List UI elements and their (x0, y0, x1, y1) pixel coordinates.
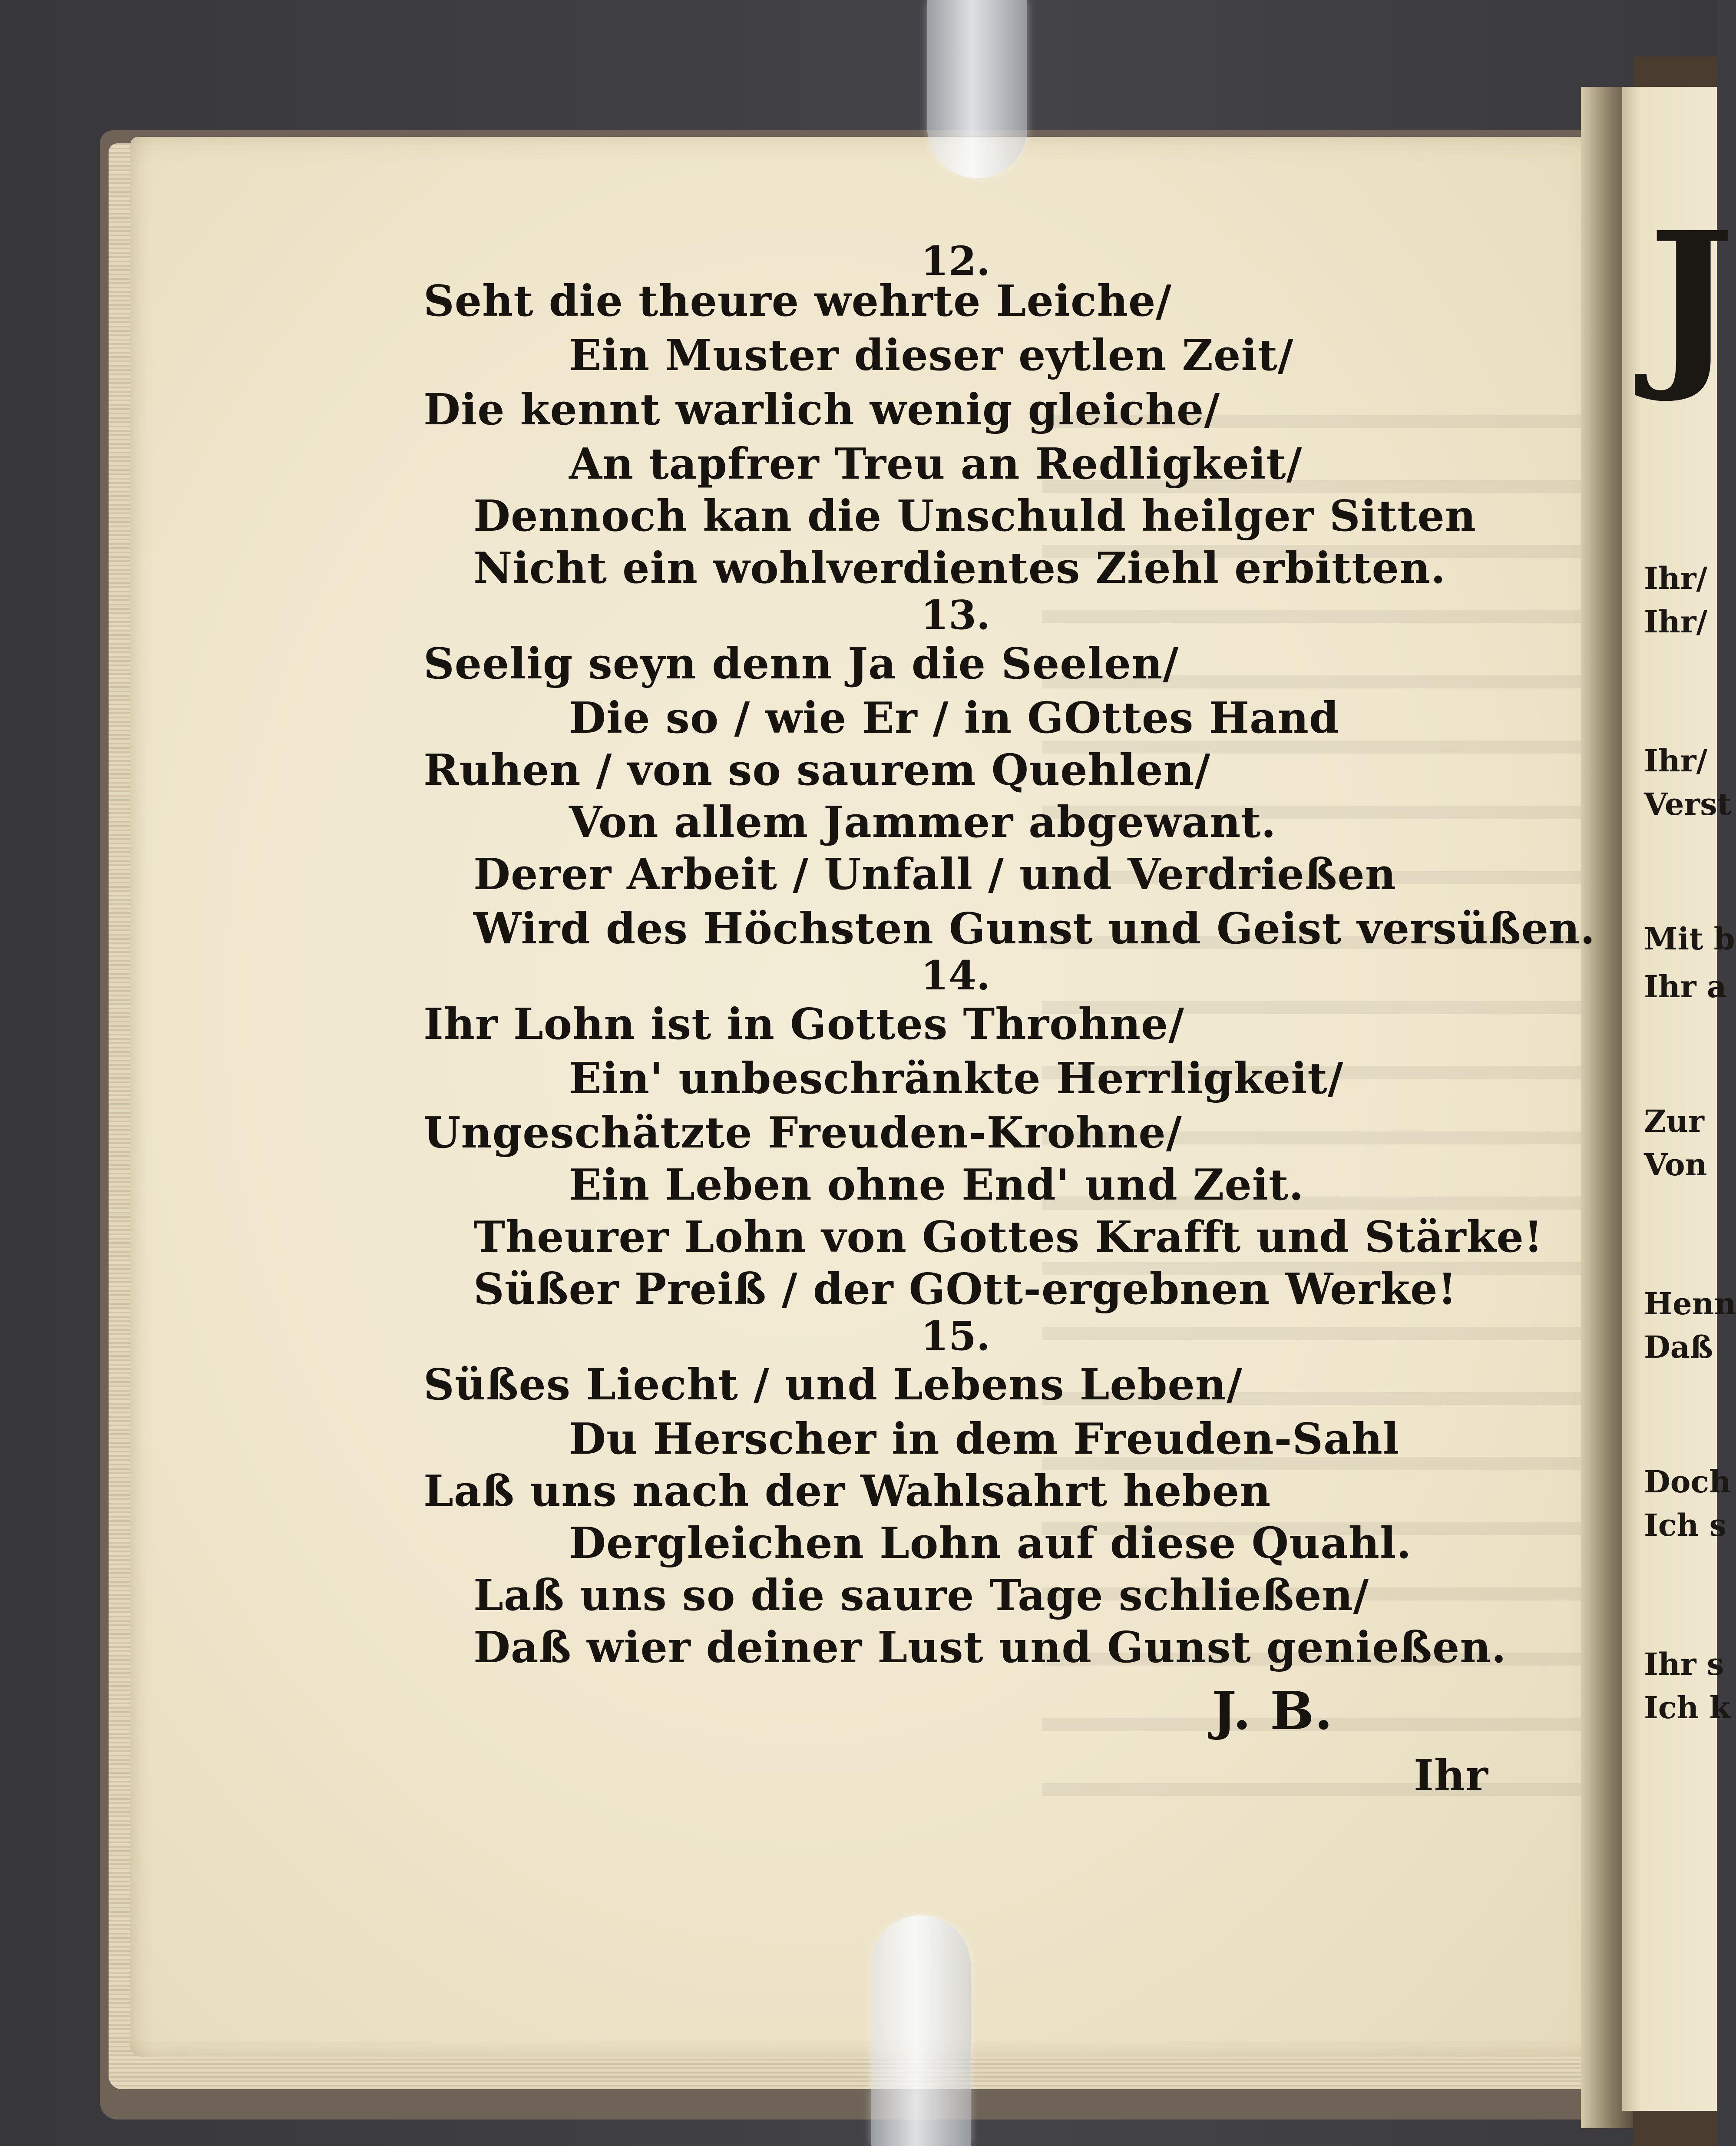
right-fragment: Zur (1644, 1103, 1704, 1139)
right-fragment: Ihr s (1644, 1646, 1724, 1682)
right-fragment: Mit b (1644, 921, 1735, 957)
right-fragment: Daß (1644, 1329, 1713, 1365)
drop-cap-ornament: J (1648, 192, 1735, 407)
right-fragment: Von (1644, 1147, 1707, 1183)
bottom-page-clip (871, 1915, 971, 2146)
catchword: Ihr (1414, 1751, 1488, 1801)
stanza-number: 15. (921, 1313, 991, 1359)
verse-line: Ruhen / von so saurem Quehlen/ (423, 745, 1211, 795)
verse-line: Ein' unbeschränkte Herrligkeit/ (569, 1054, 1344, 1104)
right-fragment: Ich s (1644, 1507, 1727, 1543)
right-fragment: Ihr/ (1644, 560, 1708, 596)
right-fragment: Doch (1644, 1464, 1731, 1500)
verse-line: Die kennt warlich wenig gleiche/ (423, 385, 1220, 435)
verse-line: Dennoch kan die Unschuld heilger Sitten (473, 491, 1476, 541)
verse-line: Laß uns so die saure Tage schließen/ (473, 1571, 1369, 1620)
verse-line: Laß uns nach der Wahlsahrt heben (423, 1466, 1271, 1516)
verse-line: Süßes Liecht / und Lebens Leben/ (423, 1360, 1243, 1410)
verse-line: Süßer Preiß / der GOtt-ergebnen Werke! (473, 1264, 1457, 1314)
verse-line: Ein Leben ohne End' und Zeit. (569, 1160, 1304, 1210)
verse-line: Von allem Jammer abgewant. (569, 797, 1276, 847)
right-fragment: Henn (1644, 1286, 1736, 1322)
verse-line: Ihr Lohn ist in Gottes Throhne/ (423, 999, 1185, 1049)
verse-line: Ein Muster dieser eytlen Zeit/ (569, 331, 1294, 380)
verse-line: Derer Arbeit / Unfall / und Verdrießen (473, 850, 1396, 899)
stanza-number: 12. (921, 238, 991, 284)
verse-line: Dergleichen Lohn auf diese Quahl. (569, 1518, 1412, 1568)
verse-line: Nicht ein wohlverdientes Ziehl erbitten. (473, 543, 1446, 593)
verse-line: Seht die theure wehrte Leiche/ (423, 276, 1172, 326)
verse-line: Theurer Lohn von Gottes Krafft und Stärke! (473, 1212, 1543, 1262)
verse-line: Wird des Höchsten Gunst und Geist versüßen. (473, 904, 1596, 954)
right-fragment: Ihr/ (1644, 743, 1708, 779)
right-fragment: Ihr/ (1644, 604, 1708, 640)
verse-line: Die so / wie Er / in GOttes Hand (569, 693, 1339, 743)
top-page-clip (927, 0, 1027, 178)
right-fragment: Ich k (1644, 1690, 1731, 1726)
verse-line: Du Herscher in dem Freuden-Sahl (569, 1414, 1400, 1464)
stanza-number: 14. (921, 952, 991, 999)
right-fragment: Verst (1644, 786, 1732, 822)
verse-line: Ungeschätzte Freuden-Krohne/ (423, 1108, 1182, 1158)
verse-line: Daß wier deiner Lust und Gunst genießen. (473, 1623, 1507, 1673)
signature: J. B. (1212, 1680, 1333, 1742)
verse-line: Seelig seyn denn Ja die Seelen/ (423, 639, 1179, 689)
verse-line: An tapfrer Treu an Redligkeit/ (569, 439, 1303, 489)
right-fragment: Ihr a (1644, 969, 1727, 1005)
stanza-number: 13. (921, 592, 991, 638)
